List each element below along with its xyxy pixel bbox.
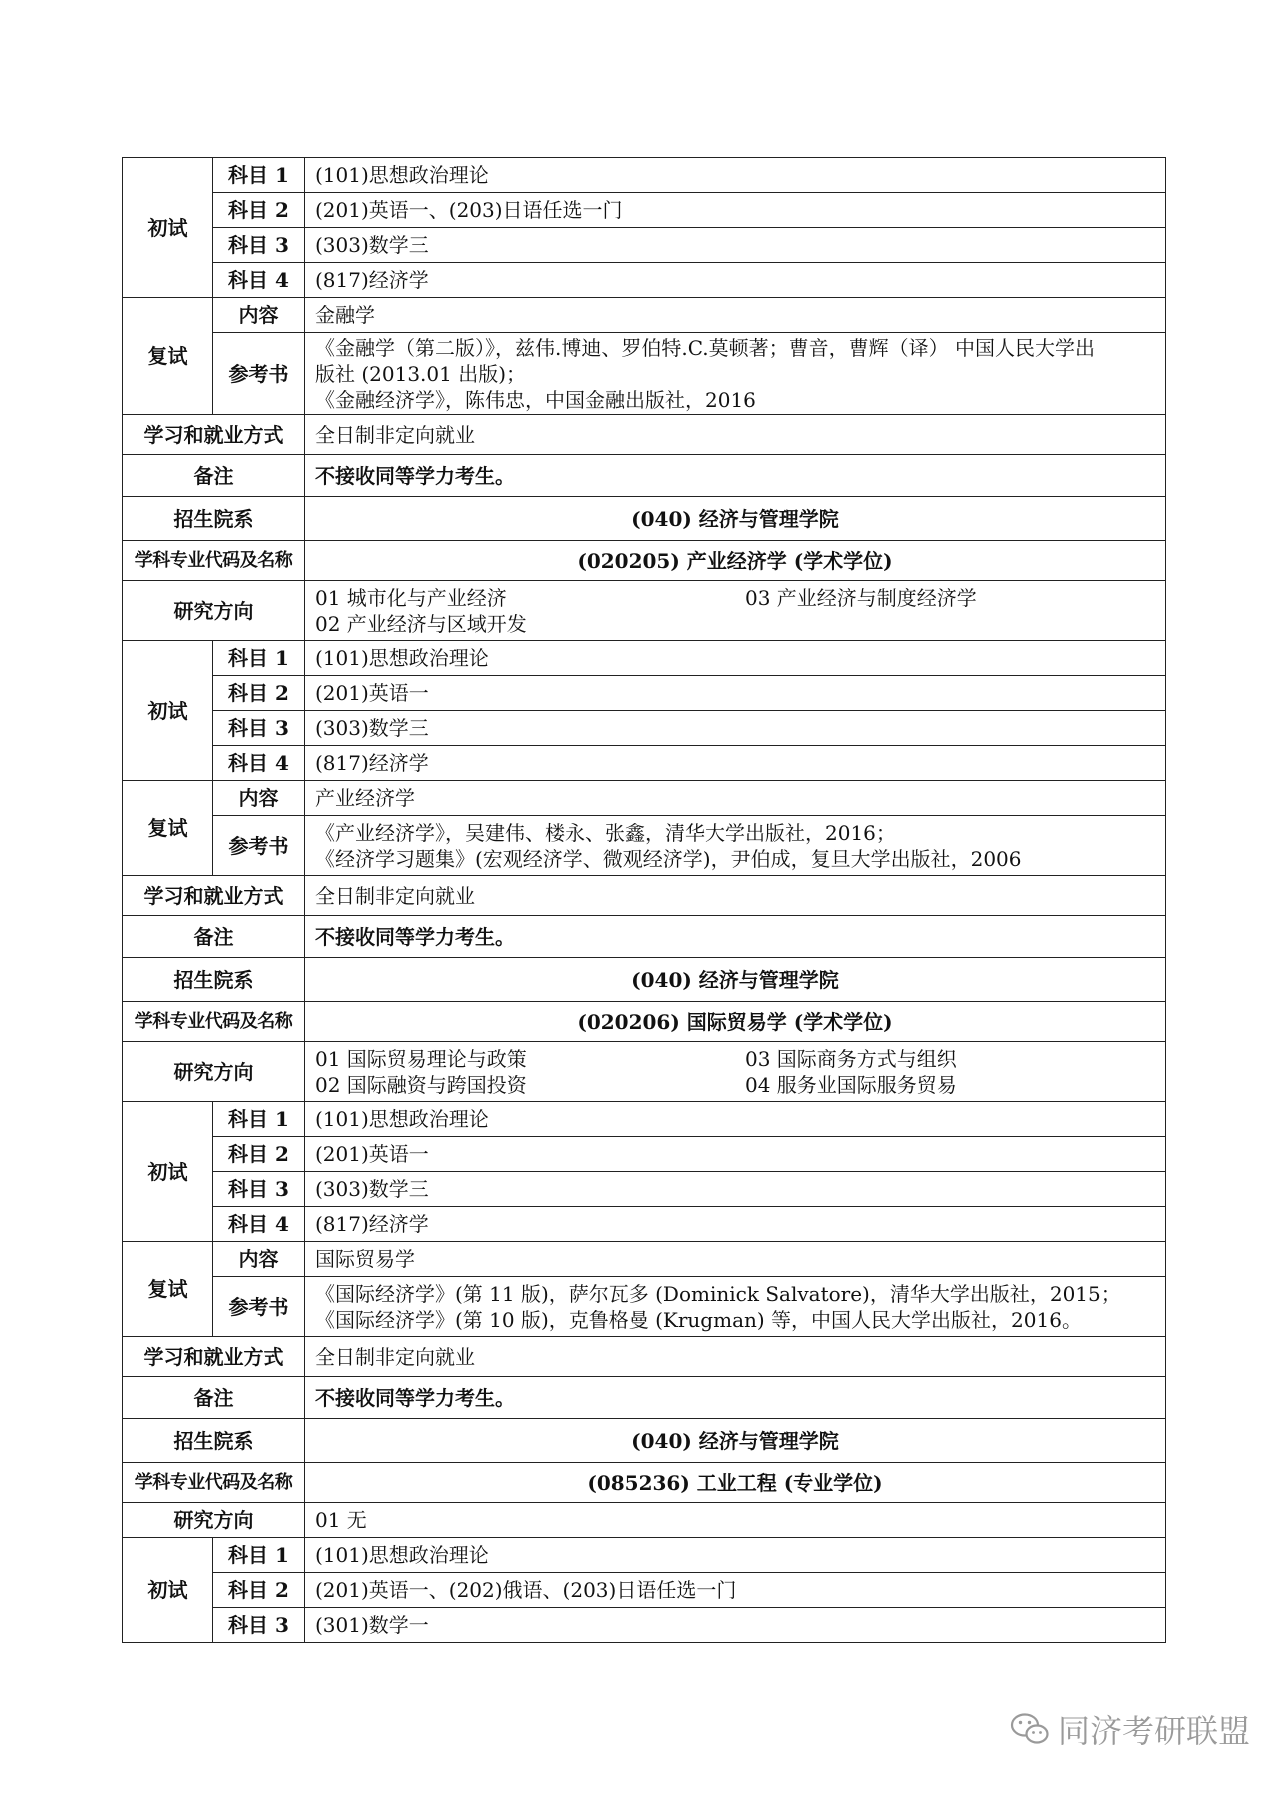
subject-2-value: (201)英语一、(202)俄语、(203)日语任选一门 (305, 1573, 1166, 1608)
table-row (123, 193, 1166, 228)
reference-line: 《经济学习题集》(宏观经济学、微观经济学)，尹伯成，复旦大学出版社，2006 (315, 846, 1022, 871)
table-row (123, 746, 1166, 781)
reference-line: 版社 (2013.01 出版)； (315, 361, 527, 386)
table-row (123, 333, 1166, 415)
reference-line: 《国际经济学》(第 11 版)，萨尔瓦多 (Dominick Salvatore)，清华大学出版社，2015； (315, 1281, 1121, 1306)
subject-1-label: 科目 1 (213, 1538, 305, 1573)
chushi-label: 初试 (123, 158, 213, 298)
table-row (123, 263, 1166, 298)
remark-label: 备注 (123, 1377, 305, 1419)
subject-1-value: (101)思想政治理论 (305, 1102, 1166, 1137)
table-row (123, 1463, 1166, 1503)
subject-4-label: 科目 4 (213, 263, 305, 298)
table-row (123, 1042, 1166, 1102)
table-row (123, 676, 1166, 711)
study-mode-label: 学习和就业方式 (123, 876, 305, 916)
major-code-label: 学科专业代码及名称 (123, 1002, 305, 1042)
direction-item: 04 服务业国际服务贸易 (745, 1072, 957, 1097)
dept-value: (040) 经济与管理学院 (305, 958, 1166, 1002)
content-value: 金融学 (305, 298, 1166, 333)
table-row (123, 816, 1166, 876)
subject-2-label: 科目 2 (213, 1573, 305, 1608)
table-row (123, 1002, 1166, 1042)
table-row (123, 1172, 1166, 1207)
direction-label: 研究方向 (123, 1503, 305, 1538)
fushi-label: 复试 (123, 298, 213, 415)
study-mode-value: 全日制非定向就业 (305, 876, 1166, 916)
subject-1-value: (101)思想政治理论 (305, 641, 1166, 676)
table-row (123, 581, 1166, 641)
dept-label: 招生院系 (123, 958, 305, 1002)
table-row (123, 916, 1166, 958)
chushi-label: 初试 (123, 641, 213, 781)
admission-table (122, 157, 1166, 1643)
reference-line: 《金融学（第二版）》，兹伟.博迪、罗伯特.C.莫顿著；曹音，曹辉（译） 中国人民大学出 (315, 335, 1096, 360)
table-row (123, 1242, 1166, 1277)
subject-1-label: 科目 1 (213, 158, 305, 193)
subject-1-label: 科目 1 (213, 1102, 305, 1137)
subject-2-label: 科目 2 (213, 193, 305, 228)
table-row (123, 228, 1166, 263)
major-code-value: (085236) 工业工程 (专业学位) (305, 1463, 1166, 1503)
table-row (123, 1277, 1166, 1337)
remark-value: 不接收同等学力考生。 (305, 1377, 1166, 1419)
direction-item: 01 城市化与产业经济 (315, 585, 507, 610)
table-row (123, 1337, 1166, 1377)
table-row (123, 415, 1166, 455)
subject-3-value: (303)数学三 (305, 1172, 1166, 1207)
remark-label: 备注 (123, 916, 305, 958)
table-row (123, 1608, 1166, 1643)
study-mode-value: 全日制非定向就业 (305, 1337, 1166, 1377)
reference-books-label: 参考书 (213, 816, 305, 876)
subject-2-label: 科目 2 (213, 1137, 305, 1172)
major-code-value: (020205) 产业经济学 (学术学位) (305, 541, 1166, 581)
subject-4-value: (817)经济学 (305, 1207, 1166, 1242)
content-label: 内容 (213, 298, 305, 333)
table-row (123, 1137, 1166, 1172)
remark-label: 备注 (123, 455, 305, 497)
subject-2-value: (201)英语一 (305, 1137, 1166, 1172)
reference-line: 《国际经济学》(第 10 版)，克鲁格曼 (Krugman) 等，中国人民大学出版社，2016。 (315, 1307, 1082, 1332)
table-row (123, 641, 1166, 676)
subject-3-label: 科目 3 (213, 228, 305, 263)
content-value: 国际贸易学 (305, 1242, 1166, 1277)
major-code-value: (020206) 国际贸易学 (学术学位) (305, 1002, 1166, 1042)
table-row (123, 781, 1166, 816)
subject-3-value: (303)数学三 (305, 711, 1166, 746)
table-row (123, 876, 1166, 916)
table-row (123, 711, 1166, 746)
chushi-label: 初试 (123, 1538, 213, 1643)
table-row (123, 1207, 1166, 1242)
subject-1-value: (101)思想政治理论 (305, 1538, 1166, 1573)
content-label: 内容 (213, 1242, 305, 1277)
subject-4-label: 科目 4 (213, 746, 305, 781)
subject-4-value: (817)经济学 (305, 263, 1166, 298)
watermark (1010, 1706, 1250, 1752)
table-row (123, 298, 1166, 333)
table-row (123, 1538, 1166, 1573)
fushi-label: 复试 (123, 781, 213, 876)
subject-2-label: 科目 2 (213, 676, 305, 711)
subject-3-label: 科目 3 (213, 1172, 305, 1207)
reference-books-label: 参考书 (213, 1277, 305, 1337)
chushi-label: 初试 (123, 1102, 213, 1242)
table-row (123, 1503, 1166, 1538)
reference-books-value (305, 1277, 1166, 1337)
subject-3-label: 科目 3 (213, 711, 305, 746)
dept-value: (040) 经济与管理学院 (305, 1419, 1166, 1463)
subject-3-value: (301)数学一 (305, 1608, 1166, 1643)
direction-item: 03 国际商务方式与组织 (745, 1046, 957, 1071)
table-row (123, 1102, 1166, 1137)
direction-item: 02 产业经济与区域开发 (315, 611, 527, 636)
table-row (123, 541, 1166, 581)
reference-books-value (305, 333, 1166, 415)
major-code-label: 学科专业代码及名称 (123, 1463, 305, 1503)
dept-label: 招生院系 (123, 497, 305, 541)
watermark-text: 同济考研联盟 (1057, 1712, 1250, 1750)
table-row (123, 497, 1166, 541)
reference-line: 《金融经济学》，陈伟忠，中国金融出版社，2016 (315, 387, 756, 412)
remark-value: 不接收同等学力考生。 (305, 455, 1166, 497)
study-mode-label: 学习和就业方式 (123, 415, 305, 455)
wechat-icon (1010, 1712, 1050, 1746)
study-mode-value: 全日制非定向就业 (305, 415, 1166, 455)
subject-4-value: (817)经济学 (305, 746, 1166, 781)
content-label: 内容 (213, 781, 305, 816)
table-row (123, 158, 1166, 193)
remark-value: 不接收同等学力考生。 (305, 916, 1166, 958)
fushi-label: 复试 (123, 1242, 213, 1337)
subject-2-value: (201)英语一、(203)日语任选一门 (305, 193, 1166, 228)
table-row (123, 455, 1166, 497)
direction-item: 03 产业经济与制度经济学 (745, 585, 977, 610)
direction-item: 02 国际融资与跨国投资 (315, 1072, 527, 1097)
table-row (123, 1419, 1166, 1463)
subject-1-value: (101)思想政治理论 (305, 158, 1166, 193)
subject-3-label: 科目 3 (213, 1608, 305, 1643)
direction-item: 01 国际贸易理论与政策 (315, 1046, 527, 1071)
table-row (123, 958, 1166, 1002)
dept-label: 招生院系 (123, 1419, 305, 1463)
dept-value: (040) 经济与管理学院 (305, 497, 1166, 541)
major-code-label: 学科专业代码及名称 (123, 541, 305, 581)
content-value: 产业经济学 (305, 781, 1166, 816)
subject-3-value: (303)数学三 (305, 228, 1166, 263)
reference-line: 《产业经济学》，吴建伟、楼永、张鑫，清华大学出版社，2016； (315, 820, 896, 845)
direction-value: 01 无 (305, 1503, 1166, 1538)
study-mode-label: 学习和就业方式 (123, 1337, 305, 1377)
direction-value (305, 1042, 1166, 1102)
direction-label: 研究方向 (123, 1042, 305, 1102)
subject-2-value: (201)英语一 (305, 676, 1166, 711)
subject-1-label: 科目 1 (213, 641, 305, 676)
table-row (123, 1573, 1166, 1608)
table-row (123, 1377, 1166, 1419)
direction-label: 研究方向 (123, 581, 305, 641)
reference-books-label: 参考书 (213, 333, 305, 415)
subject-4-label: 科目 4 (213, 1207, 305, 1242)
direction-value (305, 581, 1166, 641)
reference-books-value (305, 816, 1166, 876)
